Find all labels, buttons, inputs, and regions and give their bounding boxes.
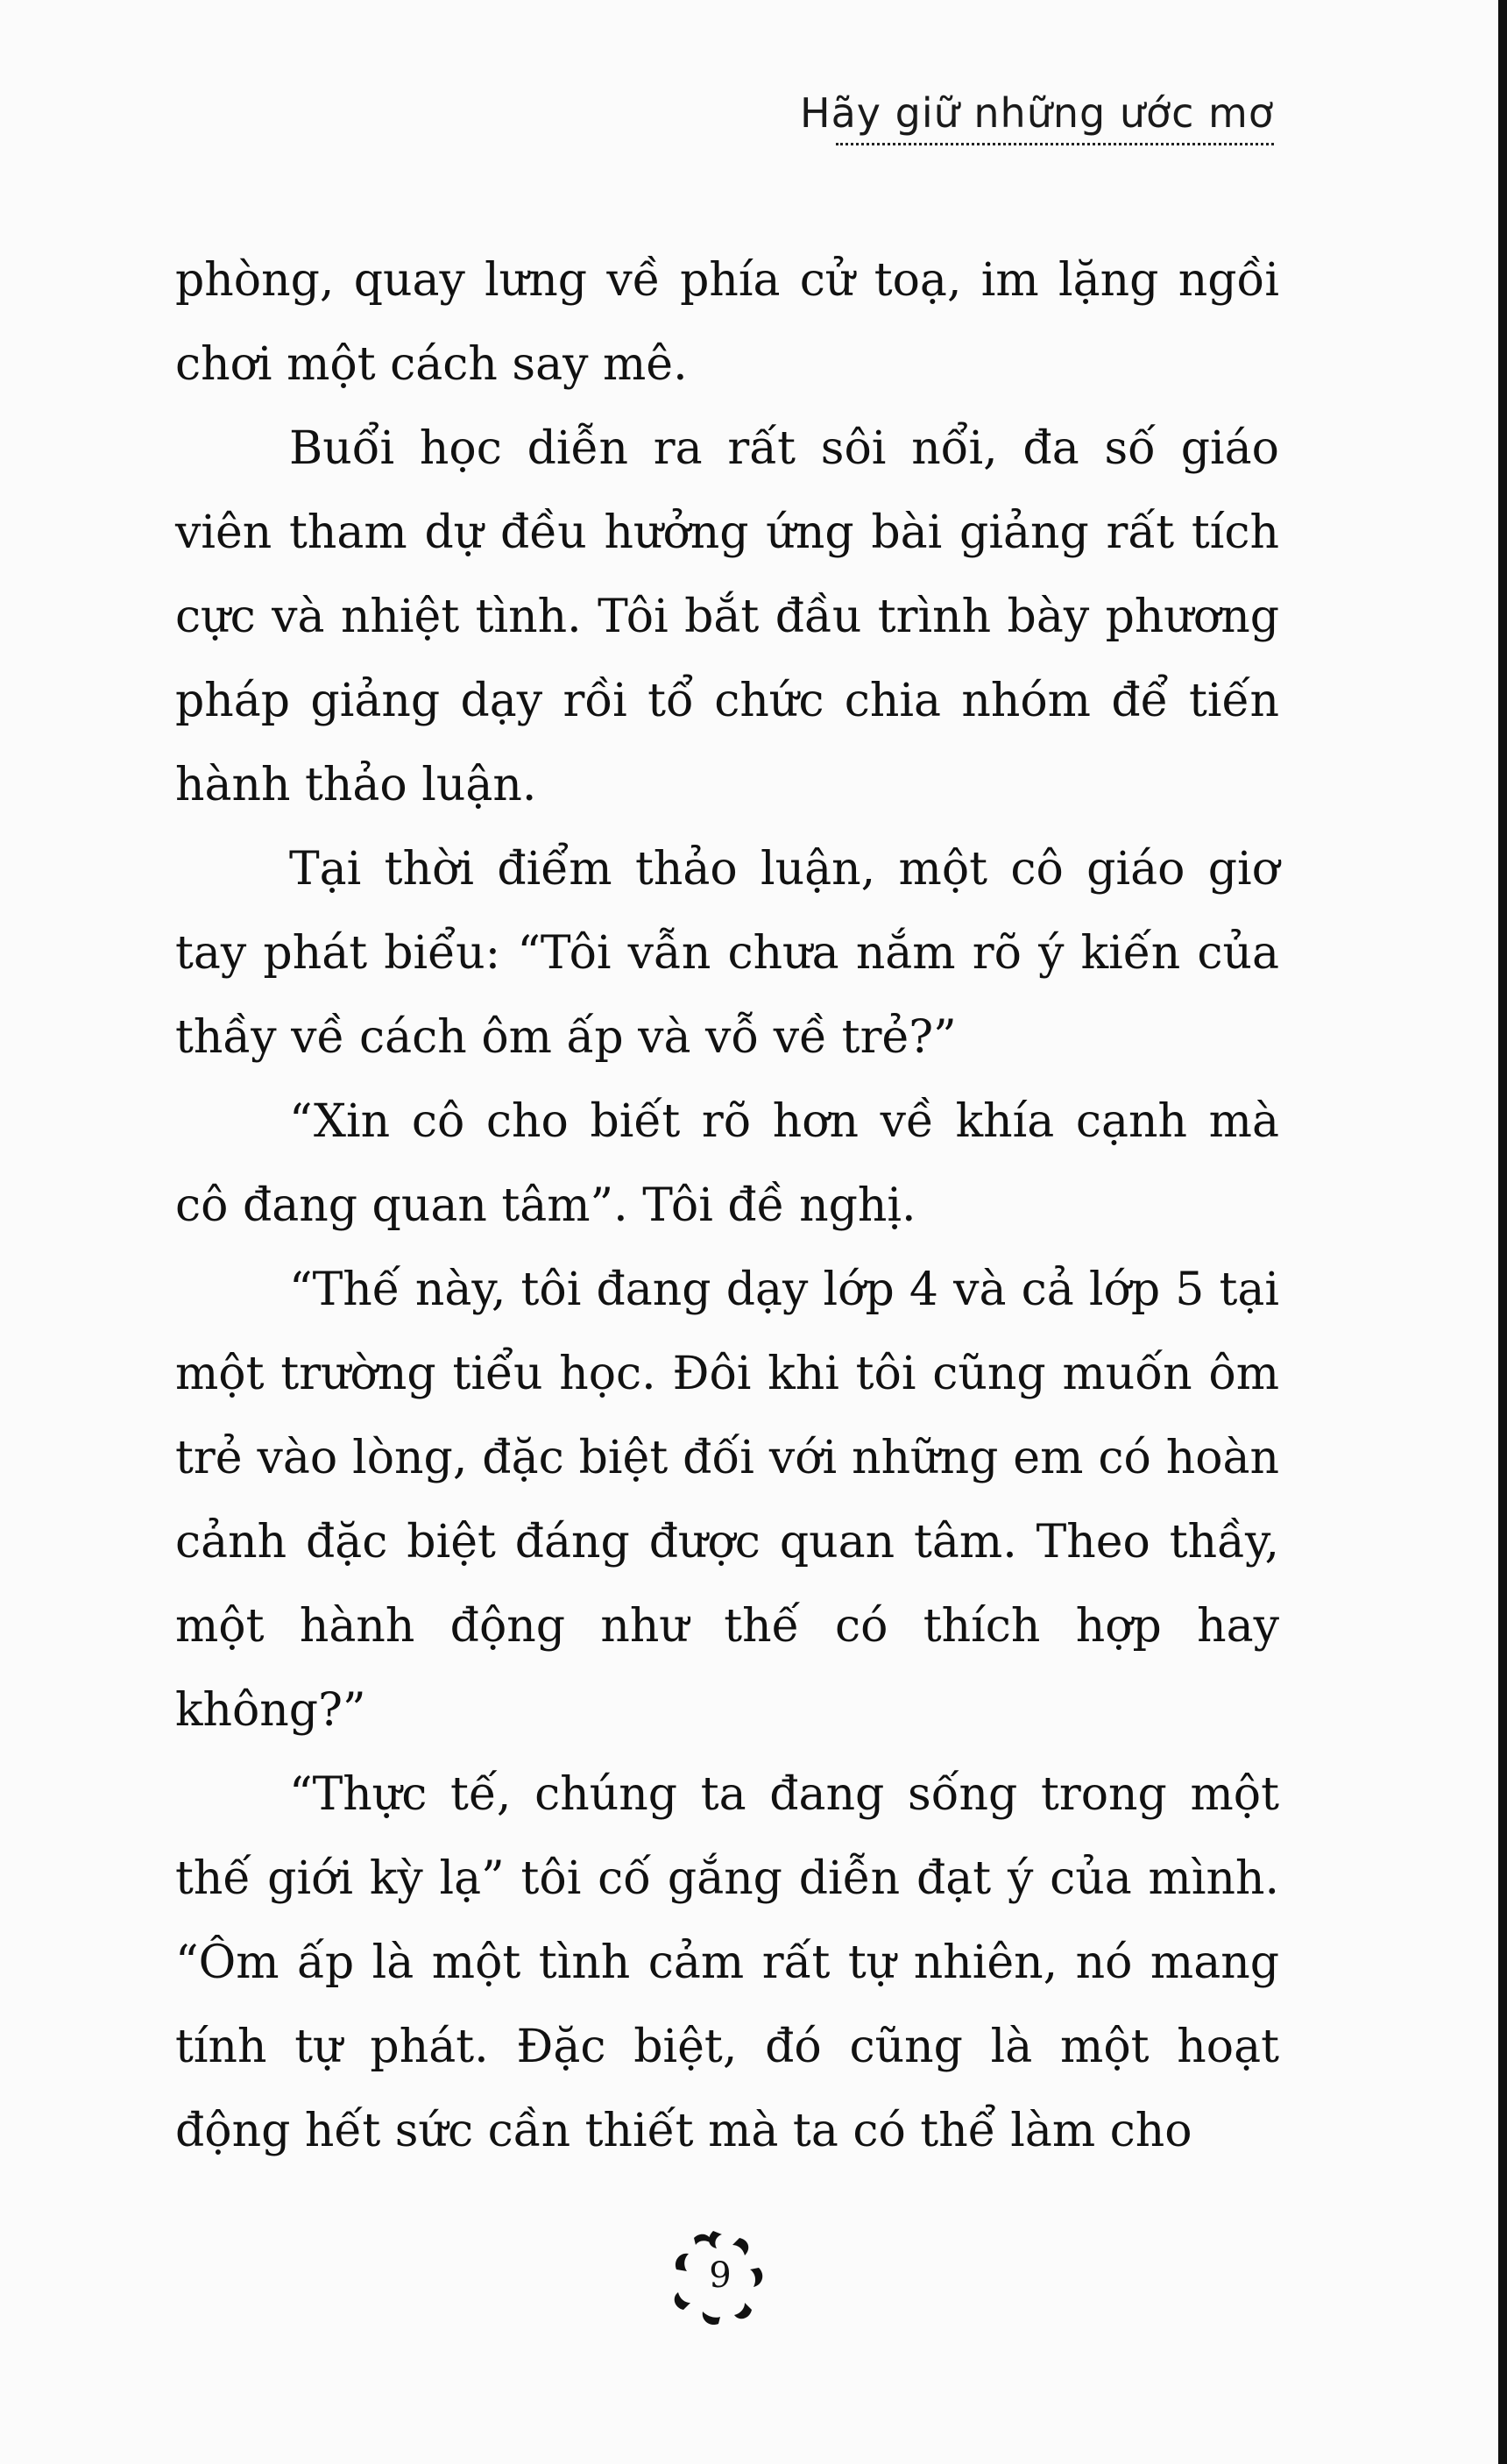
paragraph: “Thực tế, chúng ta đang sống trong một thế giới kỳ lạ” tôi cố gắng diễn đạt ý của mình. “Ôm ấp là một tình cảm rất tự nhiên, nó mang tính tự phát. Đặc biệt, đó cũng là một hoạt động hết sức cần thiết mà ta có thể làm cho — [175, 1768, 1279, 2157]
paragraph: “Xin cô cho biết rõ hơn về khía cạnh mà cô đang quan tâm”. Tôi đề nghị. — [175, 1095, 1279, 1232]
running-header: Hãy giữ những ước mơ — [800, 89, 1274, 137]
paragraph: Tại thời điểm thảo luận, một cô giáo giơ tay phát biểu: “Tôi vẫn chưa nắm rõ ý kiến của thầy về cách ôm ấp và vỗ về trẻ?” — [175, 843, 1279, 1064]
paragraph: phòng, quay lưng về phía cử toạ, im lặng ngồi chơi một cách say mê. — [175, 254, 1279, 391]
page-edge-shadow — [1498, 0, 1507, 2464]
page-number: 9 — [709, 2255, 732, 2296]
paragraph: Buổi học diễn ra rất sôi nổi, đa số giáo viên tham dự đều hưởng ứng bài giảng rất tích cực và nhiệt tình. Tôi bắt đầu trình bày phương pháp giảng dạy rồi tổ chức chia nhóm để tiến hành thảo luận. — [175, 422, 1279, 811]
page-folio — [668, 2226, 773, 2331]
header-dotted-rule — [836, 143, 1274, 145]
body-text — [175, 238, 1279, 2173]
paragraph: “Thế này, tôi đang dạy lớp 4 và cả lớp 5 tại một trường tiểu học. Đôi khi tôi cũng muốn ôm trẻ vào lòng, đặc biệt đối với những em có hoàn cảnh đặc biệt đáng được quan tâm. Theo thầy, một hành động như thế có thích hợp hay không?” — [175, 1264, 1279, 1737]
